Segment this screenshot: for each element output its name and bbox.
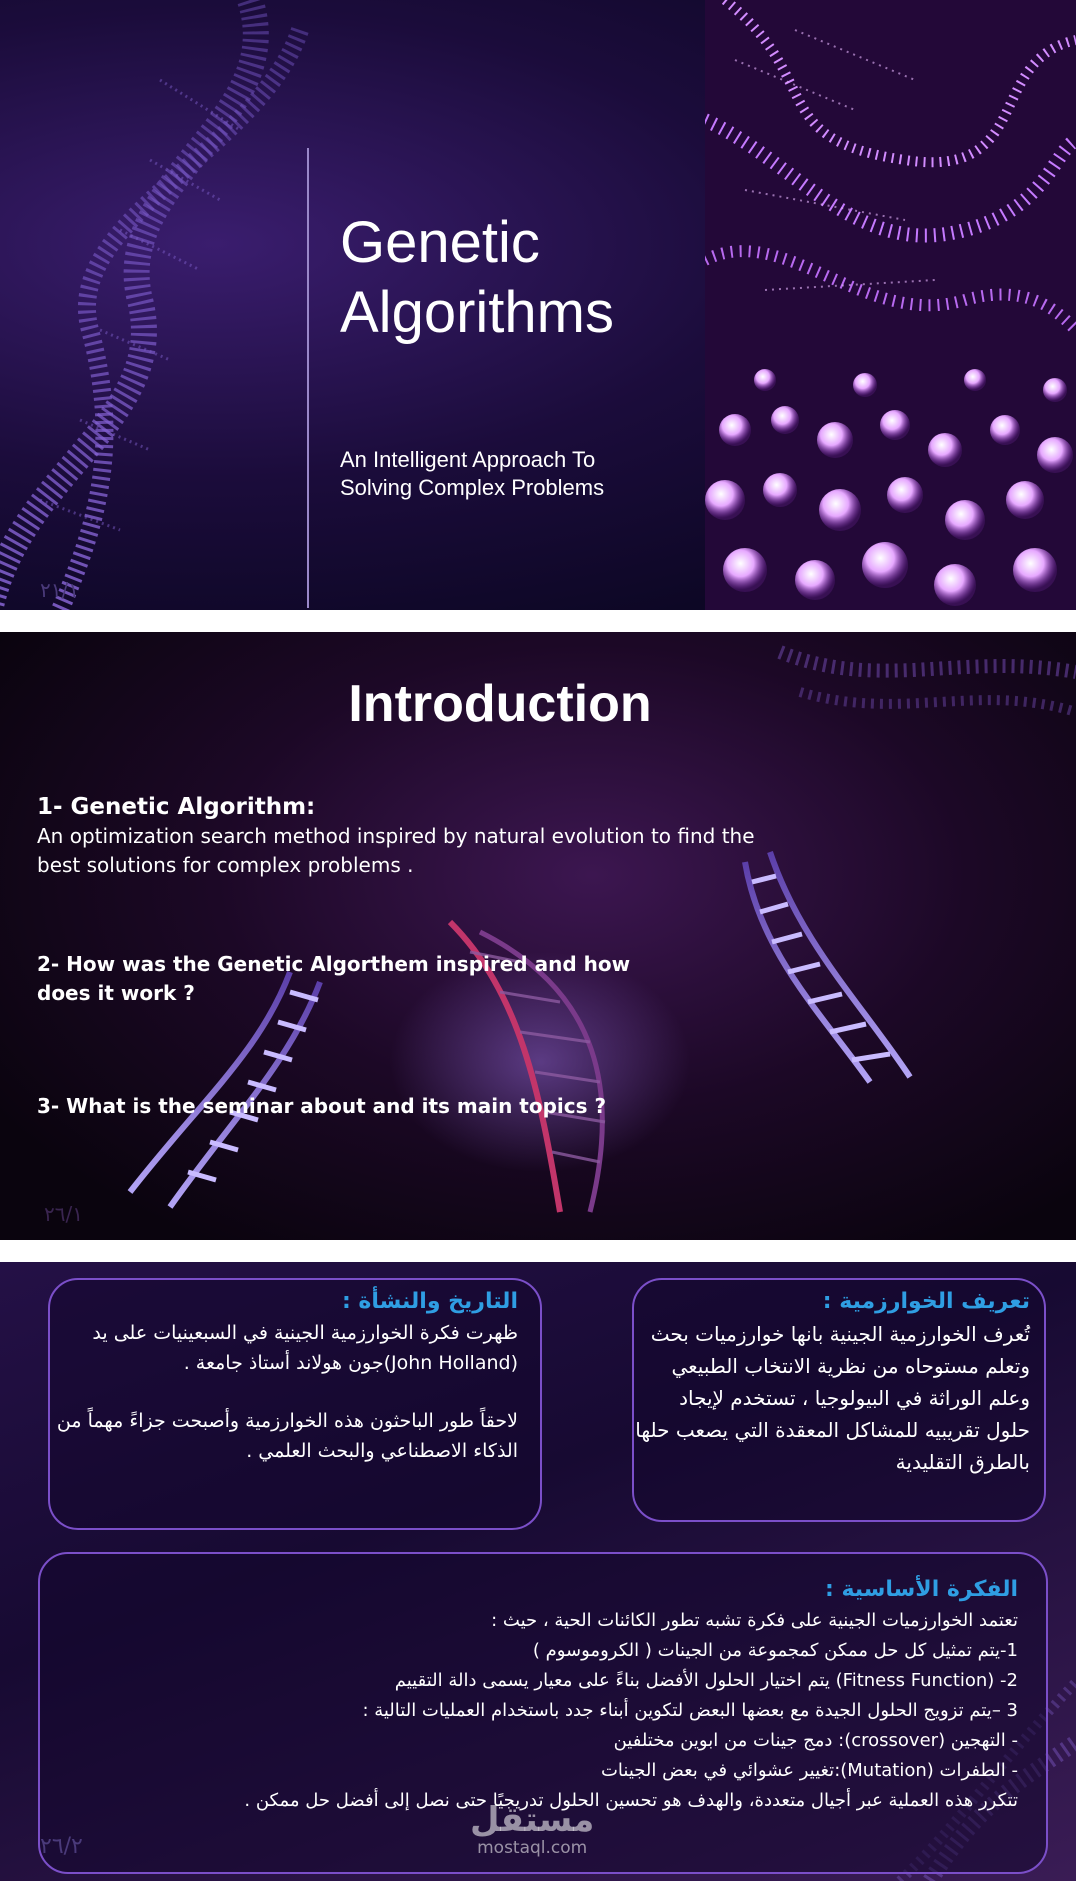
definition-heading: تعريف الخوارزمية : [822,1289,1030,1314]
core-idea-heading: الفكرة الأساسية : [825,1577,1018,1602]
slide-definitions [0,1262,1076,1881]
title-divider [307,148,309,608]
intro-item-genetic-algorithm [37,792,757,880]
presentation-title: Genetic Algorithms [340,210,614,345]
watermark-url: mostaql.com [477,1838,588,1858]
core-idea-line: - الطفرات (Mutation):تغيير عشوائي في بعض الجينات [600,1760,1018,1781]
intro-item-heading: 1- Genetic Algorithm: [37,794,316,820]
history-box [48,1278,542,1530]
core-idea-line: تتكرر هذه العملية عبر أجيال متعددة، والهدف هو تحسين الحلول تدريجيًا حتى نصل إلى أفضل حل ممكن . [244,1790,1018,1811]
core-idea-line: - التهجين (crossover): دمج جينات من ابوين مختلفين [613,1730,1018,1751]
core-idea-line: 1-يتم تمثيل كل حل ممكن كمجموعة من الجينات ( الكروموسوم ) [532,1640,1018,1661]
page-number: ٢٦/٢ [40,1834,83,1859]
intro-item-text: An optimization search method inspired by natural evolution to find the best solutions for complex problems . [37,824,755,877]
history-heading: التاريخ والنشأة : [341,1289,518,1314]
core-idea-line: 2- (Fitness Function) يتم اختيار الحلول الأفضل بناءً على معيار يسمى دالة التقييم [394,1670,1018,1691]
slide-title [0,0,1076,610]
history-text: ظهرت فكرة الخوارزمية الجينية في السبعينيات على يد (John Holland)جون هولاند أستاذ جامعة . [92,1322,518,1374]
intro-item-seminar-topics: 3- What is the seminar about and its main topics ? [37,1094,607,1118]
page-number: ٢١/١ [40,578,79,602]
intro-item-inspiration: 2- How was the Genetic Algorthem inspired and how does it work ? [37,952,631,1005]
slide-heading: Introduction [348,675,652,733]
dna-helix-background-icon [0,0,320,610]
slide-introduction [0,632,1076,1240]
core-idea-line: تعتمد الخوارزميات الجينية على فكرة تشبه تطور الكائنات الحية ، حيث : [491,1610,1018,1631]
core-idea-line: 3 –يتم تزويج الحلول الجيدة مع بعضها البعض لتكوين أبناء جدد باستخدام العمليات التالية : [362,1700,1018,1721]
watermark-arabic: مستقل [470,1800,595,1840]
mostaql-watermark [470,1802,594,1858]
definition-box [632,1278,1046,1522]
dna-particles-image [705,0,1076,610]
definition-text: تُعرف الخوارزمية الجينية بانها خوارزميات بحث وتعلم مستوحاه من نظرية الانتخاب الطبيعي وعلم الوراثة في البيولوجيا ، تستخدم لإيجاد حلول تقريبيه للمشاكل المعقدة التي يصعب حلها بالطرق التقليدية [635,1322,1030,1474]
presentation-subtitle: An Intelligent Approach To Solving Complex Problems [340,447,605,500]
page-number: ٢٦/١ [44,1202,83,1226]
history-text: لاحقاً طور الباحثون هذه الخوارزمية وأصبحت جزاءً مهماً من الذكاء الاصطناعي والبحث العلمي . [56,1410,518,1462]
